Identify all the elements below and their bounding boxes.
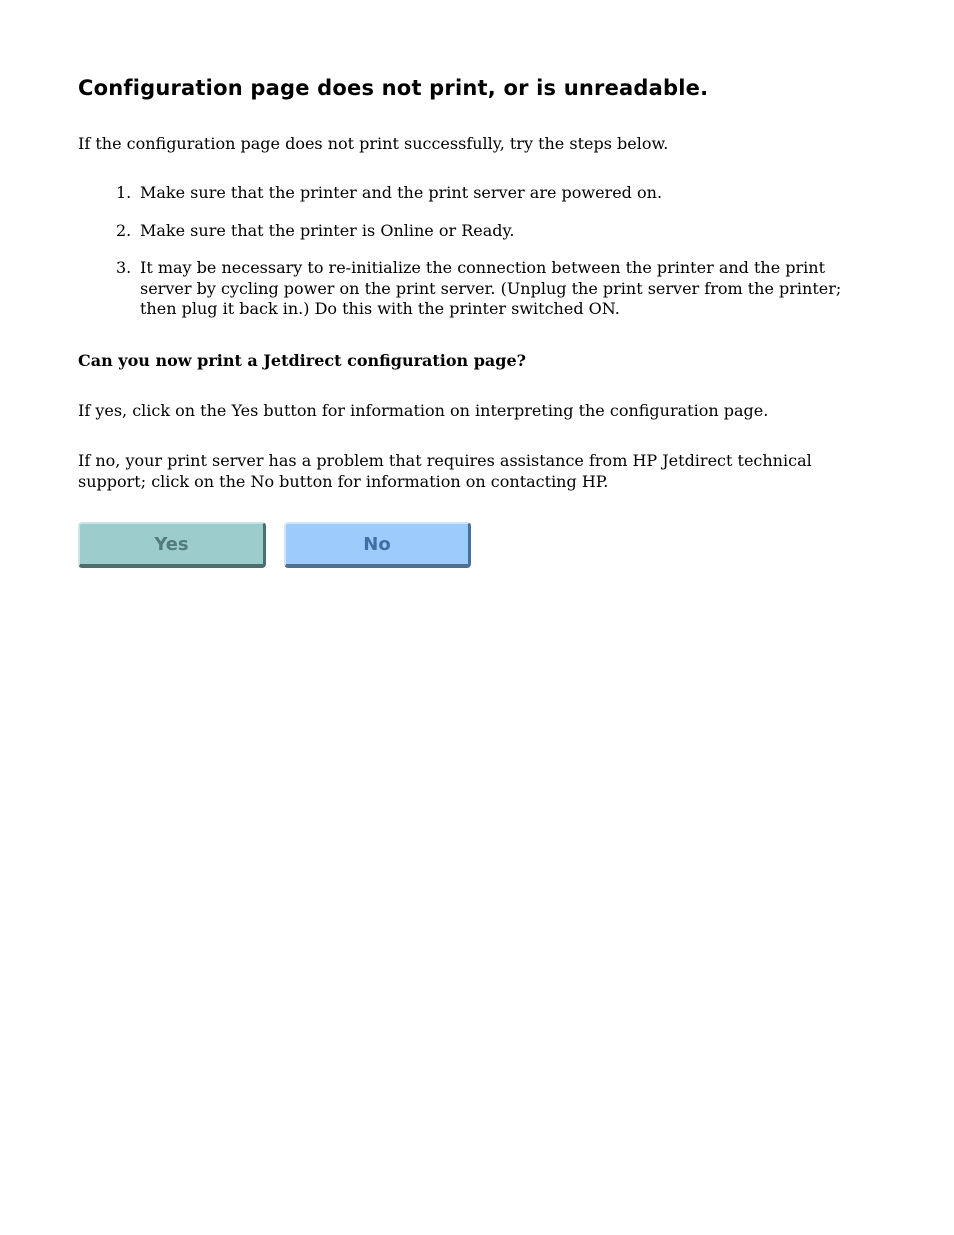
page-title: Configuration page does not print, or is unreadable. — [78, 76, 709, 100]
step-item — [78, 183, 878, 204]
step-item — [78, 221, 878, 242]
yes-instruction: If yes, click on the Yes button for information on interpreting the configuration page. — [78, 401, 769, 420]
question-heading: Can you now print a Jetdirect configuration page? — [78, 351, 527, 370]
yes-button[interactable]: Yes — [78, 522, 266, 568]
troubleshooting-steps — [78, 183, 878, 337]
step-number: 1. — [116, 183, 132, 202]
no-button[interactable]: No — [284, 522, 471, 568]
step-text: Make sure that the printer is Online or Ready. — [140, 220, 515, 240]
step-text: Make sure that the printer and the print server are powered on. — [140, 183, 663, 202]
no-instruction: If no, your print server has a problem that requires assistance from HP Jetdirect technical support; click on the No button for information on contacting HP. — [78, 451, 812, 491]
step-number: 3. — [116, 258, 132, 277]
step-text: It may be necessary to re-initialize the connection between the printer and the print server by cycling power on the print server. (Unplug the print server from the printer; then plug it back in.) Do this with the printer switched ON. — [140, 258, 842, 318]
intro-text: If the configuration page does not print successfully, try the steps below. — [78, 134, 669, 153]
step-item — [78, 258, 878, 320]
step-number: 2. — [116, 220, 132, 240]
